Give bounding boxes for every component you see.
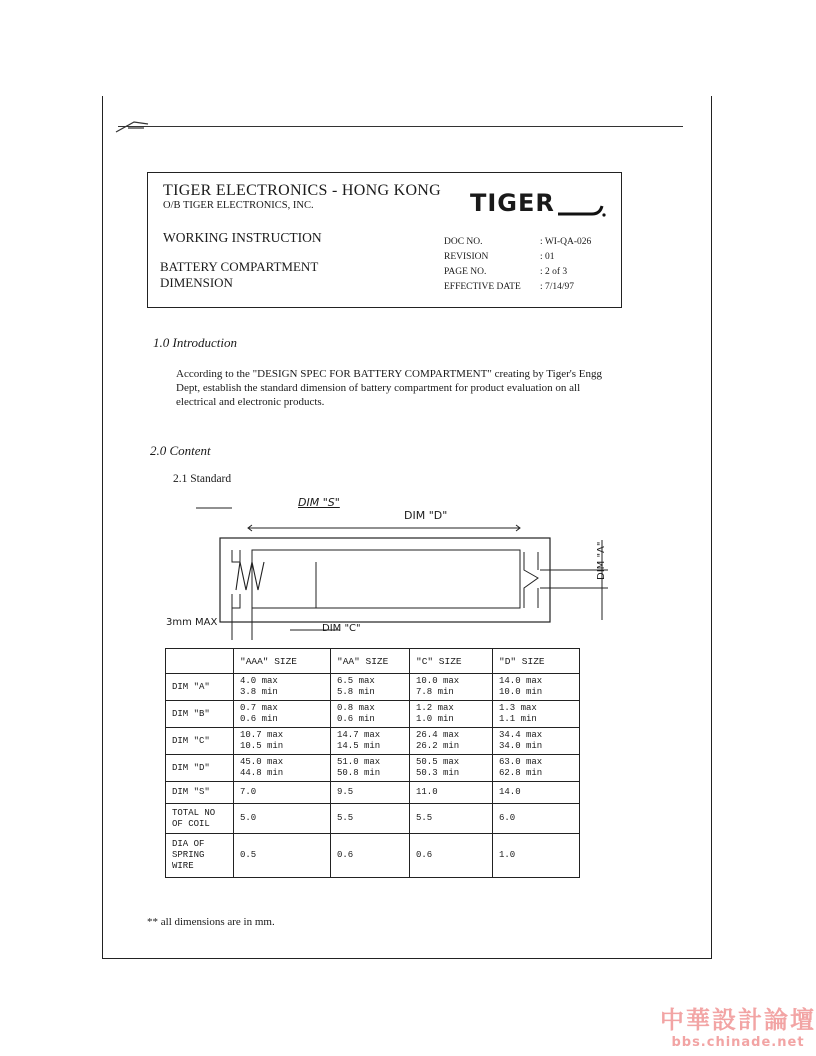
dim-d-label: DIM "D" [404, 509, 448, 522]
table-cell: 0.7 max 0.6 min [234, 701, 331, 728]
table-cell: 7.0 [234, 782, 331, 804]
meta-value: : 01 [540, 252, 555, 262]
table-cell: 0.8 max 0.6 min [331, 701, 410, 728]
row-label: DIM "A" [166, 674, 234, 701]
spring-icon [236, 562, 264, 590]
tiger-logo: TIGER [470, 189, 555, 217]
table-cell: 5.5 [410, 804, 493, 834]
table-cell: 14.0 [493, 782, 580, 804]
dimension-table [165, 648, 580, 878]
page-border-right [711, 96, 712, 958]
table-cell: 45.0 max 44.8 min [234, 755, 331, 782]
table-cell: 10.0 max 7.8 min [410, 674, 493, 701]
content-heading: 2.0 Content [150, 443, 211, 458]
meta-label: REVISION [444, 252, 489, 262]
header-cell: "C" SIZE [410, 649, 493, 674]
header-cell: "AAA" SIZE [234, 649, 331, 674]
table-cell: 63.0 max 62.8 min [493, 755, 580, 782]
header-cell: "D" SIZE [493, 649, 580, 674]
corner-mark [114, 114, 154, 138]
table-cell: 14.0 max 10.0 min [493, 674, 580, 701]
table-cell: 5.5 [331, 804, 410, 834]
row-label: DIM "D" [166, 755, 234, 782]
table-cell: 1.3 max 1.1 min [493, 701, 580, 728]
table-cell: 11.0 [410, 782, 493, 804]
table-row [166, 701, 580, 728]
table-cell: 5.0 [234, 804, 331, 834]
table-cell: 1.2 max 1.0 min [410, 701, 493, 728]
watermark-url: bbs.chinade.net [671, 1035, 805, 1050]
top-rule [118, 126, 683, 127]
watermark-cn: 中華設計論壇 [660, 1006, 816, 1034]
dim-a-label: DIM "A" [596, 541, 607, 580]
table-cell: 10.7 max 10.5 min [234, 728, 331, 755]
meta-value: : 7/14/97 [540, 282, 575, 292]
row-label: TOTAL NO OF COIL [166, 804, 234, 834]
table-row [166, 728, 580, 755]
dim-s-label: DIM "S" [298, 496, 340, 509]
table-cell: 26.4 max 26.2 min [410, 728, 493, 755]
intro-heading: 1.0 Introduction [153, 335, 238, 350]
table-cell: 4.0 max 3.8 min [234, 674, 331, 701]
doc-title-line2: DIMENSION [160, 275, 233, 290]
table-row [166, 782, 580, 804]
table-cell: 34.4 max 34.0 min [493, 728, 580, 755]
table-cell: 6.5 max 5.8 min [331, 674, 410, 701]
compartment-outline [220, 538, 550, 622]
row-label: DIA OF SPRING WIRE [166, 834, 234, 878]
table-cell: 6.0 [493, 804, 580, 834]
table-row [166, 674, 580, 701]
page-border-left [102, 96, 103, 958]
footnote: ** all dimensions are in mm. [147, 916, 275, 928]
meta-value: : WI-QA-026 [540, 237, 592, 247]
battery-cavity [252, 550, 520, 608]
left-terminal [232, 550, 240, 608]
standard-subheading: 2.1 Standard [173, 473, 232, 485]
table-header-row [166, 649, 580, 674]
meta-label: EFFECTIVE DATE [444, 282, 521, 292]
table-row [166, 755, 580, 782]
table-cell: 50.5 max 50.3 min [410, 755, 493, 782]
company-name: TIGER ELECTRONICS - HONG KONG [163, 182, 442, 199]
row-label: DIM "B" [166, 701, 234, 728]
meta-value: : 2 of 3 [540, 267, 568, 277]
table-cell: 14.7 max 14.5 min [331, 728, 410, 755]
intro-paragraph: According to the "DESIGN SPEC FOR BATTERY COMPARTMENT" creating by Tiger's Engg Dept, establish the standard dimension of battery compartment for product evaluation on all electrical and electronic products. [176, 368, 602, 408]
dim-c-label: DIM "C" [322, 623, 361, 634]
meta-label: DOC NO. [444, 237, 483, 247]
table-cell: 1.0 [493, 834, 580, 878]
row-label: DIM "C" [166, 728, 234, 755]
table-cell: 0.6 [331, 834, 410, 878]
meta-label: PAGE NO. [444, 267, 487, 277]
table-cell: 0.6 [410, 834, 493, 878]
table-cell: 9.5 [331, 782, 410, 804]
header-cell [166, 649, 234, 674]
sub-company: O/B TIGER ELECTRONICS, INC. [163, 200, 314, 211]
header-cell: "AA" SIZE [331, 649, 410, 674]
page-border-bottom [102, 958, 712, 959]
table-row [166, 834, 580, 878]
table-cell: 51.0 max 50.8 min [331, 755, 410, 782]
watermark [660, 1000, 816, 1050]
doc-title-line1: BATTERY COMPARTMENT [160, 259, 319, 274]
table-row [166, 804, 580, 834]
max-label: 3mm MAX [166, 617, 218, 628]
logo-swoosh [556, 196, 606, 218]
row-label: DIM "S" [166, 782, 234, 804]
table-cell: 0.5 [234, 834, 331, 878]
doc-type: WORKING INSTRUCTION [163, 230, 322, 245]
right-terminal [524, 552, 538, 608]
